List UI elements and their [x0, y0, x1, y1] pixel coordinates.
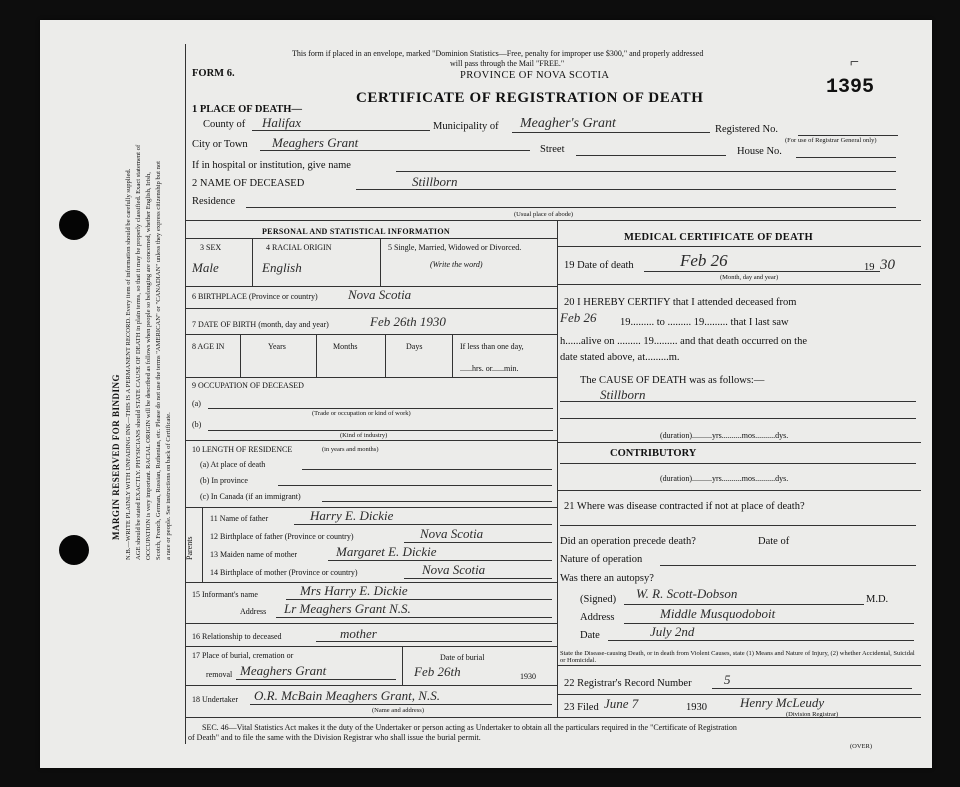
age-rule — [186, 377, 557, 378]
city-label: City or Town — [192, 139, 248, 150]
record-number-line — [712, 688, 912, 689]
cause-value: Stillborn — [600, 387, 646, 402]
registrar-signature: Henry McLeudy — [740, 695, 825, 710]
margin-note-3: OCCUPATION is very important. RACIAL ORIGIN will be described as follows when people so belonging are concerned, whether English, Irish, — [145, 172, 152, 560]
alive-text: h......alive on ......... 19......... and that death occurred on the — [560, 336, 807, 347]
sex-value: Male — [192, 260, 219, 275]
med-date-line — [608, 640, 914, 641]
mother-birthplace-label: 14 Birthplace of mother (Province or country) — [210, 568, 358, 577]
birthplace-value: Nova Scotia — [348, 287, 412, 302]
relationship-line — [316, 641, 552, 642]
registered-no-label: Registered No. — [715, 124, 778, 135]
removal-label: removal — [206, 670, 233, 679]
burial-date-value: Feb 26th — [414, 664, 461, 679]
autopsy-label: Was there an autopsy? — [560, 573, 654, 584]
date-above-text: date stated above, at.........m. — [560, 352, 680, 363]
med-date-label: Date — [580, 630, 600, 641]
county-label: County of — [203, 119, 246, 130]
filed-year: 1930 — [686, 702, 707, 713]
binding-hole-top — [59, 210, 89, 240]
sex-label: 3 SEX — [200, 243, 222, 252]
relationship-value: mother — [340, 626, 377, 641]
registered-no-note: (For use of Registrar General only) — [785, 137, 877, 144]
registrar-note: (Division Registrar) — [786, 711, 839, 718]
occupation-b-note: (Kind of industry) — [340, 432, 388, 439]
residence-line — [246, 207, 896, 208]
occupation-label: 9 OCCUPATION OF DECEASED — [192, 381, 304, 390]
med-date-value: July 2nd — [650, 624, 695, 639]
municipality-label: Municipality of — [433, 121, 499, 132]
province-name: PROVINCE OF NOVA SCOTIA — [460, 70, 610, 81]
city-value: Meaghers Grant — [272, 135, 359, 150]
certificate-paper — [40, 20, 932, 768]
deceased-name-value: Stillborn — [412, 174, 458, 189]
burial-year: 1930 — [520, 672, 536, 681]
residence-b-line — [278, 485, 552, 486]
death-date-year: 30 — [880, 257, 895, 273]
residence-c-line — [322, 501, 552, 502]
parents-label: Parents — [185, 536, 194, 560]
contributory-duration: (duration)..........yrs..........mos..........dys. — [660, 474, 789, 483]
death-date-rule — [557, 284, 921, 285]
age-years-label: Years — [268, 342, 286, 351]
informant-address-line — [276, 617, 552, 618]
undertaker-line — [250, 704, 552, 705]
deceased-name-label: 2 NAME OF DECEASED — [192, 178, 305, 189]
filed-value: June 7 — [604, 696, 639, 711]
margin-note-2: AGE should be stated EXACTLY. PHYSICIANS should STATE CAUSE OF DEATH in plain terms, so that it may be properly classified. Exact statement of — [135, 144, 142, 560]
death-date-value: Feb 26 — [680, 251, 728, 270]
med-address-value: Middle Musquodoboit — [660, 606, 776, 621]
nature-line — [660, 565, 916, 566]
father-birthplace-label: 12 Birthplace of father (Province or country) — [210, 532, 354, 541]
margin-note-4: Scotch, French, German, Russian, Ruthenian, etc. Please do not use the terms "AMERICAN" or "CANADIAN" unless they express citizenship but not — [155, 161, 162, 560]
father-value: Harry E. Dickie — [310, 508, 394, 523]
med-address-label: Address — [580, 612, 615, 623]
death-date-label: 19 Date of death — [564, 260, 634, 271]
birthplace-rule — [186, 308, 557, 309]
attended-to-text: 19......... to ......... 19......... that I last saw — [620, 317, 789, 328]
marital-note: (Write the word) — [430, 260, 483, 269]
footer-over: (OVER) — [850, 743, 873, 750]
margin-heading: MARGIN RESERVED FOR BINDING — [111, 374, 121, 540]
medical-heading-rule — [557, 246, 921, 247]
occupation-rule — [186, 440, 557, 441]
undertaker-note: (Name and address) — [372, 707, 424, 714]
md-label: M.D. — [866, 594, 889, 605]
informant-rule — [186, 623, 557, 624]
house-no-label: House No. — [737, 146, 782, 157]
margin-rule — [185, 44, 186, 744]
age-months-label: Months — [333, 342, 358, 351]
father-label: 11 Name of father — [210, 514, 269, 523]
certificate-number: 1395 — [826, 76, 875, 99]
medical-heading: MEDICAL CERTIFICATE OF DEATH — [624, 232, 813, 243]
contributory-rule — [557, 490, 921, 491]
mother-birthplace-line — [404, 578, 552, 579]
father-birthplace-value: Nova Scotia — [420, 526, 484, 541]
signed-label: (Signed) — [580, 594, 617, 605]
binding-hole-bottom — [59, 535, 89, 565]
hospital-label: If in hospital or institution, give name — [192, 160, 351, 171]
cause-line-1 — [560, 401, 916, 402]
death-date-year-prefix: 19 — [864, 262, 875, 273]
margin-note-1: N.B.—WRITE PLAINLY WITH UNFADING INK—THIS IS A PERMANENT RECORD. Every item of information should be carefully supplied. — [125, 168, 132, 560]
filed-label: 23 Filed — [564, 702, 599, 713]
race-label: 4 RACIAL ORIGIN — [266, 243, 332, 252]
age-divider-3 — [385, 335, 386, 377]
cause-rule — [557, 442, 921, 443]
registered-no-line — [798, 135, 898, 136]
footer-sec46-cont: of Death" and to file the same with the Division Registrar who shall issue the burial permit. — [188, 733, 481, 742]
mail-notice-2: will pass through the Mail "FREE." — [450, 59, 565, 68]
undertaker-label: 18 Undertaker — [192, 695, 238, 704]
age-days-label: Days — [406, 342, 423, 351]
residence-a-line — [302, 469, 552, 470]
margin-note-5: a race or people. See instructions on back of Certificate. — [165, 412, 172, 560]
form-number: FORM 6. — [192, 68, 235, 79]
certify-text: 20 I HEREBY CERTIFY that I attended deceased from — [564, 297, 797, 308]
death-date-note: (Month, day and year) — [720, 274, 779, 281]
age-divider-1 — [240, 335, 241, 377]
place-of-death-heading: 1 PLACE OF DEATH— — [192, 104, 302, 115]
informant-value: Mrs Harry E. Dickie — [300, 583, 408, 598]
county-value: Halifax — [262, 115, 301, 130]
burial-rule — [186, 685, 557, 686]
mother-value: Margaret E. Dickie — [336, 544, 437, 559]
street-label: Street — [540, 144, 565, 155]
residence-c: (c) In Canada (if an immigrant) — [200, 492, 301, 501]
residence-length-note: (in years and months) — [322, 446, 379, 453]
signed-value: W. R. Scott-Dobson — [636, 586, 738, 601]
occupation-a: (a) — [192, 399, 201, 408]
residence-length-label: 10 LENGTH OF RESIDENCE — [192, 445, 293, 454]
contracted-line — [560, 525, 916, 526]
cause-label: The CAUSE OF DEATH was as follows:— — [580, 375, 765, 386]
informant-label: 15 Informant's name — [192, 590, 258, 599]
sex-race-divider — [252, 239, 253, 287]
violent-note-rule — [557, 665, 921, 666]
parents-divider — [202, 508, 203, 582]
record-number-label: 22 Registrar's Record Number — [564, 678, 692, 689]
burial-label: 17 Place of burial, cremation or — [192, 651, 294, 660]
center-column-rule — [557, 221, 558, 718]
municipality-value: Meagher's Grant — [520, 116, 616, 131]
residence-b: (b) In province — [200, 476, 248, 485]
signed-line — [624, 604, 864, 605]
relationship-label: 16 Relationship to deceased — [192, 632, 282, 641]
personal-heading: PERSONAL AND STATISTICAL INFORMATION — [262, 227, 450, 236]
informant-address-label: Address — [240, 607, 267, 616]
mother-label: 13 Maiden name of mother — [210, 550, 298, 559]
dob-label: 7 DATE OF BIRTH (month, day and year) — [192, 320, 329, 329]
house-no-line — [796, 157, 896, 158]
age-label: 8 AGE IN — [192, 342, 225, 351]
municipality-line — [512, 132, 710, 133]
operation-date-label: Date of — [758, 536, 790, 547]
mail-notice-1: This form if placed in an envelope, marked "Dominion Statistics—Free, penalty for improper use $300," and properly addressed — [292, 49, 704, 58]
less-than-day-label: If less than one day, — [460, 342, 524, 351]
age-divider-4 — [452, 335, 453, 377]
contracted-label: 21 Where was disease contracted if not at place of death? — [564, 501, 805, 512]
street-line — [576, 155, 726, 156]
race-marital-divider — [380, 239, 381, 287]
usual-abode-note: (Usual place of abode) — [514, 211, 574, 218]
burial-date-divider — [402, 647, 403, 685]
burial-date-label: Date of burial — [440, 653, 485, 662]
page-title: CERTIFICATE OF REGISTRATION OF DEATH — [356, 90, 704, 106]
age-divider-2 — [316, 335, 317, 377]
race-value: English — [262, 260, 302, 275]
occupation-b-line — [208, 430, 553, 431]
residence-a: (a) At place of death — [200, 460, 266, 469]
record-number-value: 5 — [724, 672, 731, 687]
occupation-a-line — [208, 408, 553, 409]
table-top-rule — [186, 220, 921, 221]
informant-line — [286, 599, 552, 600]
operation-label: Did an operation precede death? — [560, 536, 696, 547]
contributory-label: CONTRIBUTORY — [610, 448, 697, 459]
burial-place-line — [236, 679, 396, 680]
birthplace-label: 6 BIRTHPLACE (Province or country) — [192, 292, 318, 301]
nature-label: Nature of operation — [560, 554, 643, 565]
burial-place-value: Meaghers Grant — [240, 663, 327, 678]
residence-label: Residence — [192, 196, 236, 207]
occupation-a-note: (Trade or occupation or kind of work) — [312, 410, 411, 417]
undertaker-value: O.R. McBain Meaghers Grant, N.S. — [254, 688, 440, 703]
hospital-line — [396, 171, 896, 172]
informant-address-value: Lr Meaghers Grant N.S. — [284, 601, 411, 616]
father-line — [294, 524, 552, 525]
mother-line — [328, 560, 552, 561]
hrs-min-label: ......hrs. or......min. — [460, 364, 519, 373]
death-date-line — [644, 271, 880, 272]
occupation-b: (b) — [192, 420, 202, 429]
dob-value: Feb 26th 1930 — [370, 314, 446, 329]
mother-birthplace-value: Nova Scotia — [422, 562, 486, 577]
record-rule — [557, 694, 921, 695]
dob-rule — [186, 334, 557, 335]
footer-sec46: SEC. 46—Vital Statistics Act makes it the duty of the Undertaker or person acting as Undertaker to obtain all the particulars required in the "Certificate of Registration — [202, 723, 737, 732]
cause-line-2 — [560, 418, 916, 419]
attended-from-value: Feb 26 — [560, 310, 597, 325]
corner-mark: ⌐ — [850, 54, 860, 71]
relationship-rule — [186, 646, 557, 647]
cause-duration: (duration)..........yrs..........mos..........dys. — [660, 431, 789, 440]
marital-label: 5 Single, Married, Widowed or Divorced. — [388, 243, 522, 252]
father-birthplace-line — [404, 542, 552, 543]
contributory-line — [560, 463, 916, 464]
violent-cause-note: State the Disease-causing Death, or in death from Violent Causes, state (1) Means and Nature of Injury, (2) whether Accidental, Suicidal or Homicidal. — [560, 650, 915, 664]
personal-heading-rule — [186, 238, 557, 239]
